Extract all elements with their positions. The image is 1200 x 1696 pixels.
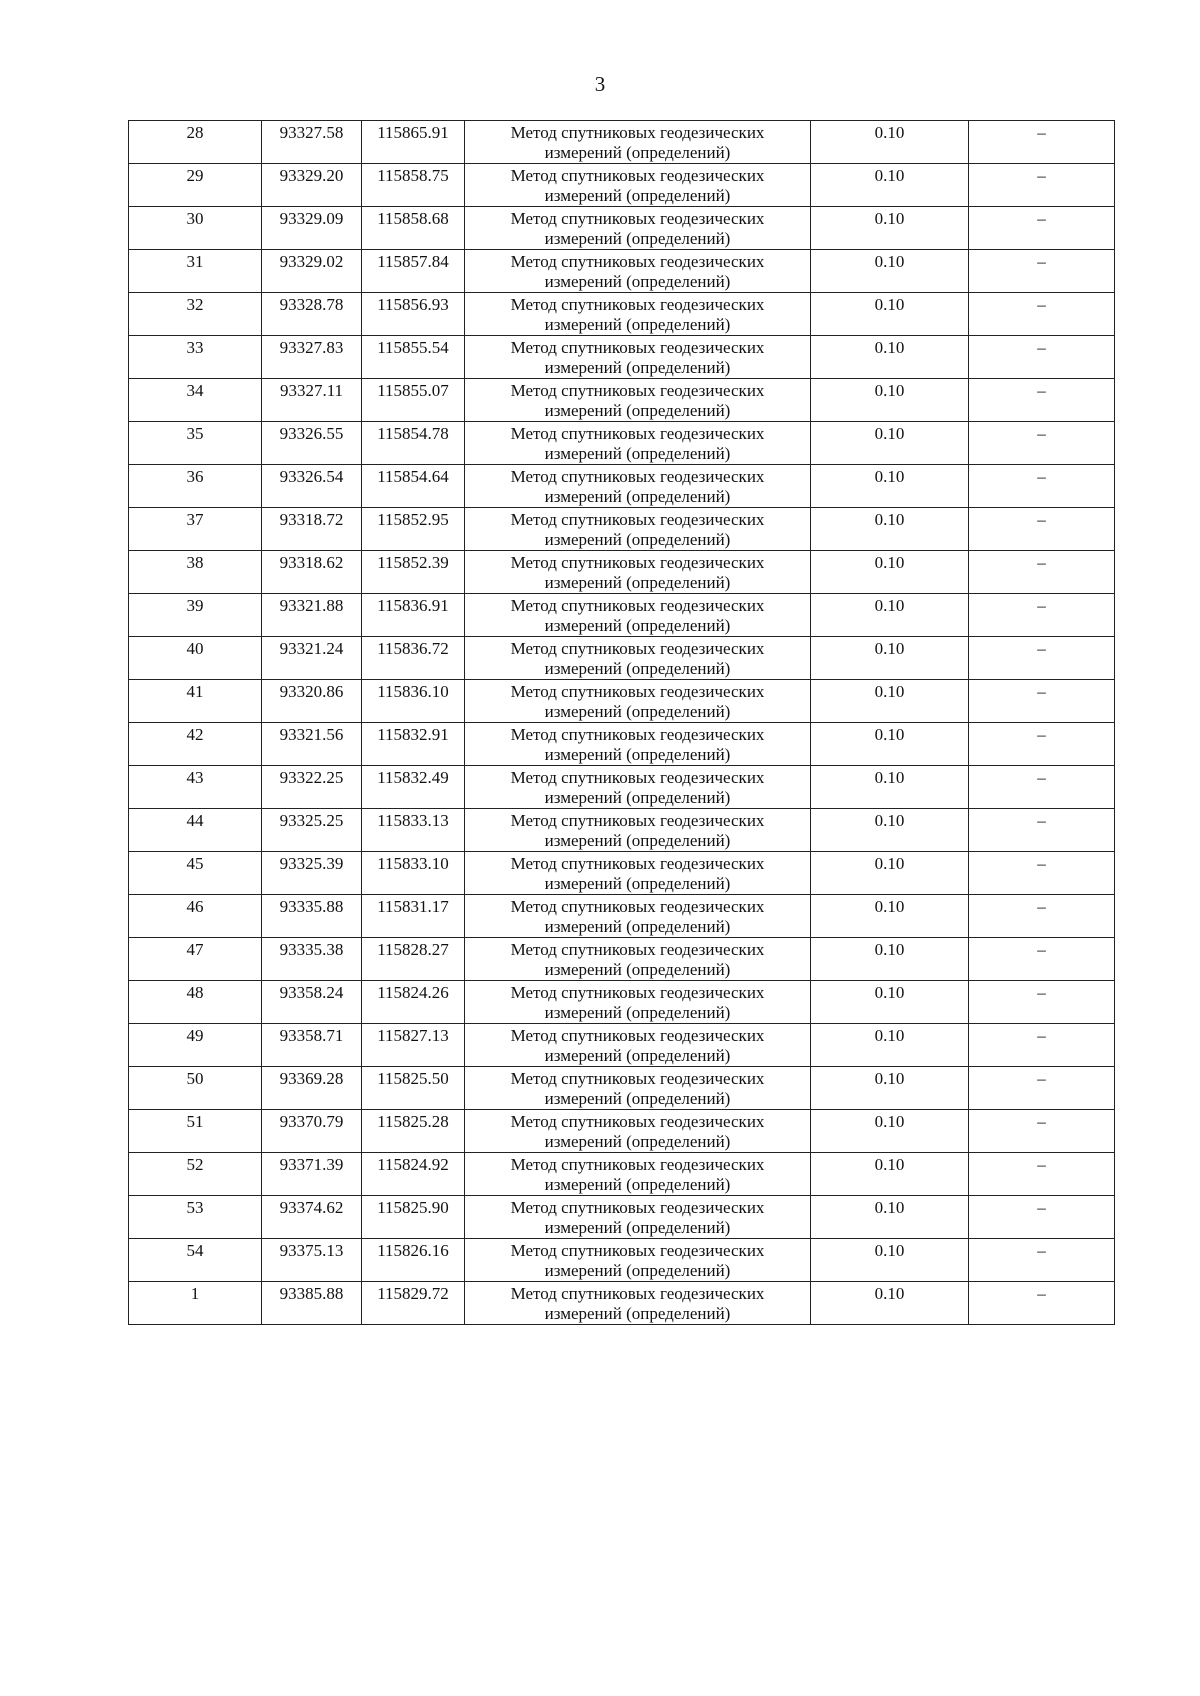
point-number-cell: 52 [129,1153,262,1196]
table-row [129,121,1115,164]
coordinate-x-cell: 93321.56 [262,723,362,766]
table-row [129,809,1115,852]
description-cell: – [969,551,1115,594]
coordinate-y-cell: 115825.28 [362,1110,465,1153]
method-cell [465,766,811,809]
method-cell [465,637,811,680]
point-number-cell: 51 [129,1110,262,1153]
coordinate-y-cell: 115824.92 [362,1153,465,1196]
method-cell [465,164,811,207]
table-row [129,508,1115,551]
method-text-line: измерений (определений) [544,874,731,893]
method-text-line: Метод спутниковых геодезических [510,338,765,357]
accuracy-cell: 0.10 [811,121,969,164]
coordinate-x-cell: 93327.11 [262,379,362,422]
method-cell [465,981,811,1024]
point-number-cell: 46 [129,895,262,938]
method-cell [465,1024,811,1067]
method-text-line: измерений (определений) [544,1304,731,1323]
method-cell [465,422,811,465]
method-cell [465,680,811,723]
coordinate-y-cell: 115827.13 [362,1024,465,1067]
coordinate-y-cell: 115855.54 [362,336,465,379]
coordinate-x-cell: 93335.88 [262,895,362,938]
method-cell [465,293,811,336]
point-number-cell: 54 [129,1239,262,1282]
method-cell [465,938,811,981]
method-text-line: Метод спутниковых геодезических [510,209,765,228]
table-row [129,336,1115,379]
description-cell: – [969,121,1115,164]
method-cell [465,1282,811,1325]
description-cell: – [969,594,1115,637]
description-cell: – [969,164,1115,207]
description-cell: – [969,1239,1115,1282]
method-text-line: Метод спутниковых геодезических [510,252,765,271]
accuracy-cell: 0.10 [811,1024,969,1067]
description-cell: – [969,1282,1115,1325]
method-text-line: Метод спутниковых геодезических [510,811,765,830]
method-cell [465,809,811,852]
coordinate-y-cell: 115857.84 [362,250,465,293]
coordinate-x-cell: 93369.28 [262,1067,362,1110]
method-text-line: измерений (определений) [544,917,731,936]
method-cell [465,1153,811,1196]
table-row [129,207,1115,250]
point-number-cell: 34 [129,379,262,422]
coordinate-x-cell: 93322.25 [262,766,362,809]
accuracy-cell: 0.10 [811,250,969,293]
accuracy-cell: 0.10 [811,207,969,250]
description-cell: – [969,637,1115,680]
coordinates-table [128,120,1115,1325]
coordinate-y-cell: 115825.90 [362,1196,465,1239]
description-cell: – [969,207,1115,250]
method-text-line: Метод спутниковых геодезических [510,166,765,185]
coordinate-x-cell: 93385.88 [262,1282,362,1325]
method-text-line: измерений (определений) [544,1218,731,1237]
coordinate-y-cell: 115856.93 [362,293,465,336]
table-row [129,766,1115,809]
description-cell: – [969,809,1115,852]
coordinate-x-cell: 93358.71 [262,1024,362,1067]
accuracy-cell: 0.10 [811,680,969,723]
table-row [129,422,1115,465]
method-text-line: Метод спутниковых геодезических [510,639,765,658]
method-text-line: Метод спутниковых геодезических [510,1241,765,1260]
method-text-line: измерений (определений) [544,831,731,850]
point-number-cell: 49 [129,1024,262,1067]
method-text-line: измерений (определений) [544,960,731,979]
point-number-cell: 45 [129,852,262,895]
description-cell: – [969,766,1115,809]
description-cell: – [969,293,1115,336]
point-number-cell: 47 [129,938,262,981]
accuracy-cell: 0.10 [811,508,969,551]
method-text-line: измерений (определений) [544,616,731,635]
point-number-cell: 37 [129,508,262,551]
method-text-line: измерений (определений) [544,1175,731,1194]
description-cell: – [969,895,1115,938]
method-text-line: Метод спутниковых геодезических [510,123,765,142]
method-text-line: Метод спутниковых геодезических [510,1284,765,1303]
method-text-line: Метод спутниковых геодезических [510,424,765,443]
table-body [129,121,1115,1325]
accuracy-cell: 0.10 [811,1282,969,1325]
method-text-line: Метод спутниковых геодезических [510,940,765,959]
coordinate-y-cell: 115852.95 [362,508,465,551]
method-text-line: Метод спутниковых геодезических [510,381,765,400]
point-number-cell: 42 [129,723,262,766]
description-cell: – [969,1153,1115,1196]
method-cell [465,121,811,164]
accuracy-cell: 0.10 [811,1239,969,1282]
point-number-cell: 30 [129,207,262,250]
description-cell: – [969,465,1115,508]
accuracy-cell: 0.10 [811,852,969,895]
method-cell [465,508,811,551]
table-row [129,1067,1115,1110]
coordinate-x-cell: 93318.62 [262,551,362,594]
description-cell: – [969,723,1115,766]
coordinate-x-cell: 93325.39 [262,852,362,895]
accuracy-cell: 0.10 [811,723,969,766]
table-row [129,895,1115,938]
accuracy-cell: 0.10 [811,1153,969,1196]
coordinate-x-cell: 93329.20 [262,164,362,207]
table-row [129,1110,1115,1153]
method-cell [465,895,811,938]
method-text-line: измерений (определений) [544,401,731,420]
table-row [129,1153,1115,1196]
coordinate-y-cell: 115826.16 [362,1239,465,1282]
point-number-cell: 40 [129,637,262,680]
accuracy-cell: 0.10 [811,465,969,508]
description-cell: – [969,1110,1115,1153]
description-cell: – [969,1024,1115,1067]
coordinate-x-cell: 93326.54 [262,465,362,508]
point-number-cell: 32 [129,293,262,336]
description-cell: – [969,852,1115,895]
coordinate-x-cell: 93375.13 [262,1239,362,1282]
coordinate-x-cell: 93321.88 [262,594,362,637]
method-cell [465,594,811,637]
method-text-line: Метод спутниковых геодезических [510,1198,765,1217]
accuracy-cell: 0.10 [811,551,969,594]
coordinate-x-cell: 93327.58 [262,121,362,164]
coordinate-x-cell: 93371.39 [262,1153,362,1196]
accuracy-cell: 0.10 [811,293,969,336]
method-text-line: Метод спутниковых геодезических [510,553,765,572]
table-row [129,723,1115,766]
point-number-cell: 44 [129,809,262,852]
point-number-cell: 53 [129,1196,262,1239]
coordinate-y-cell: 115836.91 [362,594,465,637]
accuracy-cell: 0.10 [811,766,969,809]
coordinate-y-cell: 115831.17 [362,895,465,938]
accuracy-cell: 0.10 [811,1067,969,1110]
accuracy-cell: 0.10 [811,938,969,981]
method-cell [465,250,811,293]
table-row [129,680,1115,723]
accuracy-cell: 0.10 [811,336,969,379]
method-cell [465,723,811,766]
coordinate-x-cell: 93318.72 [262,508,362,551]
point-number-cell: 1 [129,1282,262,1325]
point-number-cell: 36 [129,465,262,508]
coordinate-x-cell: 93321.24 [262,637,362,680]
coordinate-x-cell: 93328.78 [262,293,362,336]
method-text-line: измерений (определений) [544,1089,731,1108]
coordinate-y-cell: 115832.49 [362,766,465,809]
method-cell [465,1196,811,1239]
method-cell [465,336,811,379]
coordinate-y-cell: 115829.72 [362,1282,465,1325]
method-text-line: измерений (определений) [544,788,731,807]
coordinate-x-cell: 93327.83 [262,336,362,379]
method-cell [465,379,811,422]
description-cell: – [969,938,1115,981]
table-row [129,938,1115,981]
method-text-line: измерений (определений) [544,444,731,463]
coordinate-x-cell: 93329.09 [262,207,362,250]
method-text-line: Метод спутниковых геодезических [510,295,765,314]
description-cell: – [969,1196,1115,1239]
coordinate-x-cell: 93335.38 [262,938,362,981]
coordinate-x-cell: 93326.55 [262,422,362,465]
method-text-line: измерений (определений) [544,143,731,162]
table-row [129,551,1115,594]
page-number: 3 [594,72,606,96]
table-row [129,250,1115,293]
point-number-cell: 38 [129,551,262,594]
accuracy-cell: 0.10 [811,379,969,422]
method-cell [465,1239,811,1282]
coordinate-y-cell: 115852.39 [362,551,465,594]
table-row [129,852,1115,895]
method-text-line: Метод спутниковых геодезических [510,725,765,744]
coordinate-y-cell: 115855.07 [362,379,465,422]
method-text-line: Метод спутниковых геодезических [510,768,765,787]
method-text-line: измерений (определений) [544,745,731,764]
method-text-line: измерений (определений) [544,1003,731,1022]
method-text-line: измерений (определений) [544,702,731,721]
table-row [129,1239,1115,1282]
coordinate-y-cell: 115828.27 [362,938,465,981]
description-cell: – [969,1067,1115,1110]
method-cell [465,207,811,250]
point-number-cell: 39 [129,594,262,637]
accuracy-cell: 0.10 [811,637,969,680]
description-cell: – [969,508,1115,551]
method-text-line: измерений (определений) [544,1132,731,1151]
table-row [129,637,1115,680]
method-text-line: Метод спутниковых геодезических [510,596,765,615]
method-text-line: Метод спутниковых геодезических [510,1026,765,1045]
method-cell [465,551,811,594]
point-number-cell: 43 [129,766,262,809]
point-number-cell: 29 [129,164,262,207]
accuracy-cell: 0.10 [811,164,969,207]
method-text-line: Метод спутниковых геодезических [510,897,765,916]
method-text-line: измерений (определений) [544,358,731,377]
method-text-line: Метод спутниковых геодезических [510,682,765,701]
coordinate-y-cell: 115858.68 [362,207,465,250]
accuracy-cell: 0.10 [811,981,969,1024]
method-text-line: измерений (определений) [544,229,731,248]
table-row [129,981,1115,1024]
table-row [129,1196,1115,1239]
coordinate-y-cell: 115836.72 [362,637,465,680]
coordinate-y-cell: 115825.50 [362,1067,465,1110]
method-text-line: Метод спутниковых геодезических [510,1155,765,1174]
method-cell [465,465,811,508]
point-number-cell: 31 [129,250,262,293]
coordinate-x-cell: 93320.86 [262,680,362,723]
table-row [129,1024,1115,1067]
description-cell: – [969,981,1115,1024]
point-number-cell: 35 [129,422,262,465]
table-row [129,164,1115,207]
method-text-line: Метод спутниковых геодезических [510,983,765,1002]
description-cell: – [969,379,1115,422]
coordinate-y-cell: 115832.91 [362,723,465,766]
method-text-line: измерений (определений) [544,1261,731,1280]
coordinate-y-cell: 115833.13 [362,809,465,852]
point-number-cell: 50 [129,1067,262,1110]
method-text-line: измерений (определений) [544,530,731,549]
accuracy-cell: 0.10 [811,594,969,637]
point-number-cell: 28 [129,121,262,164]
method-text-line: измерений (определений) [544,315,731,334]
coordinate-x-cell: 93329.02 [262,250,362,293]
description-cell: – [969,336,1115,379]
description-cell: – [969,422,1115,465]
table-row [129,293,1115,336]
description-cell: – [969,680,1115,723]
method-text-line: измерений (определений) [544,573,731,592]
method-text-line: Метод спутниковых геодезических [510,1069,765,1088]
accuracy-cell: 0.10 [811,422,969,465]
point-number-cell: 41 [129,680,262,723]
accuracy-cell: 0.10 [811,809,969,852]
method-cell [465,1110,811,1153]
table-row [129,379,1115,422]
method-text-line: Метод спутниковых геодезических [510,510,765,529]
method-text-line: измерений (определений) [544,487,731,506]
table-row [129,465,1115,508]
method-text-line: Метод спутниковых геодезических [510,467,765,486]
coordinate-y-cell: 115854.64 [362,465,465,508]
coordinate-y-cell: 115865.91 [362,121,465,164]
accuracy-cell: 0.10 [811,1110,969,1153]
coordinate-y-cell: 115824.26 [362,981,465,1024]
coordinate-x-cell: 93358.24 [262,981,362,1024]
method-cell [465,1067,811,1110]
method-text-line: Метод спутниковых геодезических [510,854,765,873]
coordinate-y-cell: 115854.78 [362,422,465,465]
coordinate-x-cell: 93374.62 [262,1196,362,1239]
method-text-line: измерений (определений) [544,659,731,678]
accuracy-cell: 0.10 [811,895,969,938]
table-row [129,594,1115,637]
coordinate-x-cell: 93370.79 [262,1110,362,1153]
point-number-cell: 48 [129,981,262,1024]
coordinate-y-cell: 115836.10 [362,680,465,723]
coordinate-x-cell: 93325.25 [262,809,362,852]
method-text-line: измерений (определений) [544,1046,731,1065]
method-cell [465,852,811,895]
method-text-line: измерений (определений) [544,272,731,291]
description-cell: – [969,250,1115,293]
point-number-cell: 33 [129,336,262,379]
method-text-line: измерений (определений) [544,186,731,205]
table-row [129,1282,1115,1325]
coordinate-y-cell: 115833.10 [362,852,465,895]
method-text-line: Метод спутниковых геодезических [510,1112,765,1131]
coordinate-y-cell: 115858.75 [362,164,465,207]
accuracy-cell: 0.10 [811,1196,969,1239]
